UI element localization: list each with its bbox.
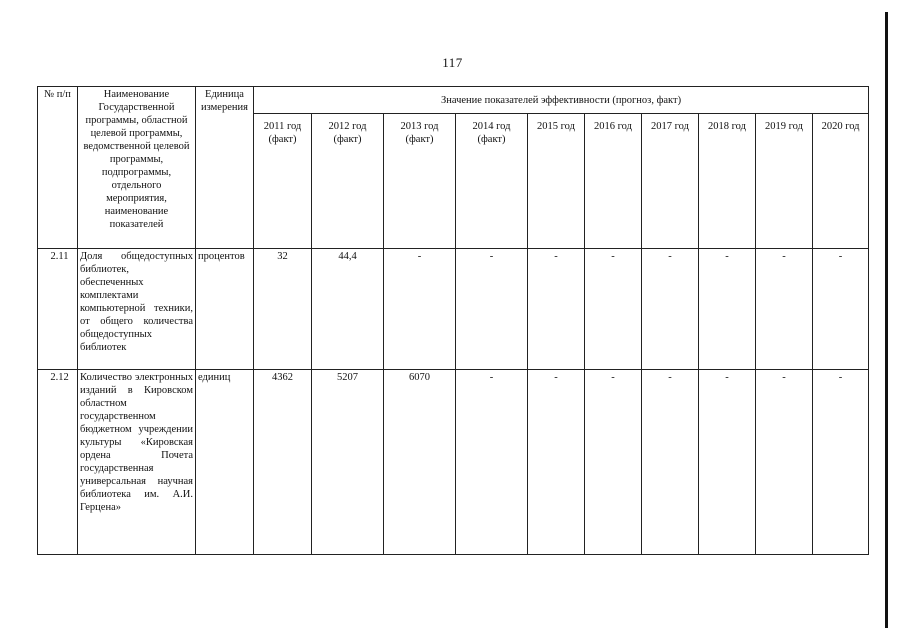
header-year: 2011 год (факт) [254,114,312,249]
header-year: 2020 год [813,114,869,249]
header-year: 2012 год (факт) [312,114,384,249]
table-row [38,249,869,370]
value-cell: - [813,249,869,370]
value-cell: - [642,370,699,555]
value-cell: - [699,370,756,555]
value-cell: - [528,370,585,555]
header-year: 2016 год [585,114,642,249]
value-cell: - [756,370,813,555]
unit-cell: процентов [196,249,254,370]
row-number: 2.12 [38,370,78,555]
header-row-top [38,87,869,114]
header-year: 2018 год [699,114,756,249]
page-edge-line [885,12,888,628]
header-unit: Единица измерения [196,87,254,249]
header-name: Наименование Государственной программы, областной целевой программы, ведомственной целевой программы, подпрограммы, отдельного мероприятия, наименование показателей [78,87,196,249]
value-cell: - [699,249,756,370]
header-year: 2017 год [642,114,699,249]
value-cell: - [528,249,585,370]
value-cell: 32 [254,249,312,370]
value-cell: 4362 [254,370,312,555]
value-cell: - [756,249,813,370]
row-number: 2.11 [38,249,78,370]
performance-table [37,86,869,555]
value-cell: - [456,370,528,555]
value-cell: - [585,249,642,370]
value-cell: 5207 [312,370,384,555]
unit-cell: единиц [196,370,254,555]
page-number: 117 [442,55,463,70]
value-cell: 6070 [384,370,456,555]
value-cell: - [384,249,456,370]
value-cell: 44,4 [312,249,384,370]
value-cell: - [813,370,869,555]
header-year: 2014 год (факт) [456,114,528,249]
indicator-name: Количество электронных изданий в Кировском областном государственном бюджетном учреждении культуры «Кировская ордена Почета государственная универсальная научная библиотека им. А.И. Герцена» [78,370,196,555]
header-year: 2019 год [756,114,813,249]
header-year: 2013 год (факт) [384,114,456,249]
table-row [38,370,869,555]
indicator-name: Доля общедоступных библиотек, обеспеченных комплектами компьютерной техники, от общего количества общедоступных библиотек [78,249,196,370]
header-num: № п/п [38,87,78,249]
header-values-group: Значение показателей эффективности (прогноз, факт) [254,87,869,114]
value-cell: - [456,249,528,370]
value-cell: - [585,370,642,555]
header-year: 2015 год [528,114,585,249]
value-cell: - [642,249,699,370]
